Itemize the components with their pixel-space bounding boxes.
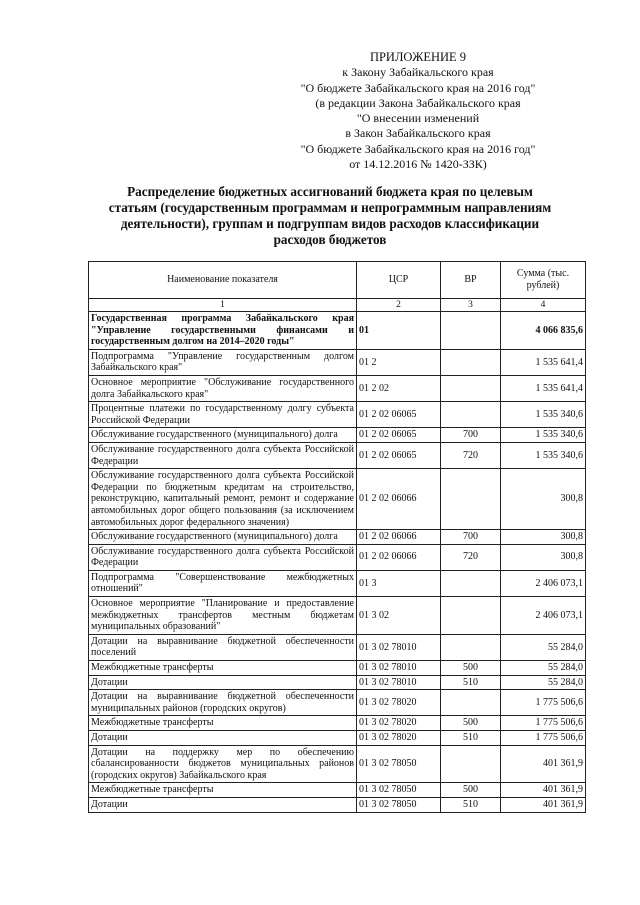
table-row: [89, 716, 586, 731]
row-csr: 01 2 02 06066: [357, 544, 441, 570]
row-name: Межбюджетные трансферты: [89, 783, 357, 798]
row-vr: [441, 570, 501, 596]
table-row: [89, 428, 586, 443]
row-name: Дотации: [89, 675, 357, 690]
table-row: [89, 661, 586, 676]
row-csr: 01 3 02 78020: [357, 731, 441, 746]
table-row: [89, 375, 586, 401]
row-sum: 1 775 506,6: [501, 716, 586, 731]
appendix-line: ПРИЛОЖЕНИЕ 9: [369, 50, 467, 64]
row-vr: 500: [441, 783, 501, 798]
row-name: Межбюджетные трансферты: [89, 716, 357, 731]
column-number: 3: [441, 299, 501, 312]
table-row: [89, 402, 586, 428]
header-sum: Сумма (тыс. рублей): [501, 262, 586, 299]
row-csr: 01 2 02 06065: [357, 428, 441, 443]
title-line: Распределение бюджетных ассигнований бюджета края по целевым: [127, 184, 533, 199]
row-name: Дотации на выравнивание бюджетной обеспеченности поселений: [89, 634, 357, 660]
row-name: Государственная программа Забайкальского края "Управление государственными финансами и государственным долгом на 2014–2020 годы": [89, 312, 357, 350]
table-row: [89, 783, 586, 798]
row-sum: 300,8: [501, 544, 586, 570]
table-row: [89, 544, 586, 570]
row-csr: 01 3: [357, 570, 441, 596]
header-vr: ВР: [441, 262, 501, 299]
appendix-line: "О бюджете Забайкальского края на 2016 год": [300, 141, 536, 156]
table-row: [89, 675, 586, 690]
row-sum: 300,8: [501, 530, 586, 545]
row-vr: [441, 634, 501, 660]
row-sum: 401 361,9: [501, 745, 586, 783]
table-row: [89, 745, 586, 783]
appendix-line: "О бюджете Забайкальского края на 2016 год": [300, 80, 536, 95]
table-row: [89, 597, 586, 635]
row-sum: 1 775 506,6: [501, 731, 586, 746]
row-csr: 01 3 02 78050: [357, 783, 441, 798]
table-row: [89, 349, 586, 375]
row-vr: 510: [441, 731, 501, 746]
row-name: Дотации: [89, 731, 357, 746]
row-vr: [441, 745, 501, 783]
appendix-line: от 14.12.2016 № 1420-ЗЗК): [349, 157, 487, 172]
header-csr: ЦСР: [357, 262, 441, 299]
column-number: 4: [501, 299, 586, 312]
row-vr: [441, 349, 501, 375]
row-sum: 55 284,0: [501, 675, 586, 690]
row-csr: 01 2 02 06066: [357, 469, 441, 530]
row-vr: 700: [441, 530, 501, 545]
row-name: Обслуживание государственного (муниципального) долга: [89, 530, 357, 545]
row-sum: 4 066 835,6: [501, 312, 586, 350]
row-name: Обслуживание государственного долга субъекта Российской Федерации по бюджетным кредитам на строительство, реконструкцию, капитальный ремонт, ремонт и содержание автомобильных дорог общего пользования (за исключением автомобильных дорог федерального значения): [89, 469, 357, 530]
table-header-row: [89, 262, 586, 299]
row-vr: [441, 375, 501, 401]
row-sum: 1 775 506,6: [501, 690, 586, 716]
table-row: [89, 469, 586, 530]
row-sum: 2 406 073,1: [501, 570, 586, 596]
row-vr: [441, 312, 501, 350]
row-sum: 2 406 073,1: [501, 597, 586, 635]
title-line: деятельности), группам и подгруппам видов расходов классификации: [120, 216, 540, 231]
appendix-line: (в редакции Закона Забайкальского края: [315, 95, 521, 110]
row-csr: 01 3 02: [357, 597, 441, 635]
row-vr: 510: [441, 797, 501, 812]
row-csr: 01 2 02 06066: [357, 530, 441, 545]
row-sum: 300,8: [501, 469, 586, 530]
row-csr: 01 2 02 06065: [357, 442, 441, 468]
row-csr: 01 3 02 78020: [357, 716, 441, 731]
row-sum: 401 361,9: [501, 797, 586, 812]
row-name: Обслуживание государственного долга субъекта Российской Федерации: [89, 544, 357, 570]
row-csr: 01: [357, 312, 441, 350]
title-line: статьям (государственным программам и непрограммным направлениям: [108, 200, 552, 215]
row-csr: 01 3 02 78010: [357, 675, 441, 690]
row-vr: [441, 597, 501, 635]
appendix-line: к Закону Забайкальского края: [342, 65, 494, 80]
row-name: Процентные платежи по государственному долгу субъекта Российской Федерации: [89, 402, 357, 428]
column-number-row: [89, 299, 586, 312]
row-sum: 1 535 641,4: [501, 375, 586, 401]
row-vr: [441, 690, 501, 716]
row-vr: [441, 402, 501, 428]
row-csr: 01 2 02: [357, 375, 441, 401]
row-sum: 1 535 340,6: [501, 402, 586, 428]
row-sum: 401 361,9: [501, 783, 586, 798]
row-sum: 1 535 641,4: [501, 349, 586, 375]
table-row: [89, 530, 586, 545]
row-name: Дотации: [89, 797, 357, 812]
appendix-line: в Закон Забайкальского края: [345, 126, 491, 141]
row-sum: 1 535 340,6: [501, 428, 586, 443]
appendix-line: "О внесении изменений: [356, 111, 480, 126]
row-csr: 01 3 02 78020: [357, 690, 441, 716]
row-vr: 700: [441, 428, 501, 443]
table-row: [89, 690, 586, 716]
table-row: [89, 634, 586, 660]
row-sum: 55 284,0: [501, 661, 586, 676]
row-csr: 01 2 02 06065: [357, 402, 441, 428]
row-csr: 01 3 02 78050: [357, 745, 441, 783]
table-row: [89, 442, 586, 468]
row-name: Дотации на поддержку мер по обеспечению сбалансированности бюджетов муниципальных районов (городских округов) Забайкальского края: [89, 745, 357, 783]
row-vr: 720: [441, 442, 501, 468]
table-row: [89, 797, 586, 812]
row-name: Подпрограмма "Управление государственным долгом Забайкальского края": [89, 349, 357, 375]
header-name: Наименование показателя: [89, 262, 357, 299]
table-row: [89, 731, 586, 746]
row-name: Подпрограмма "Совершенствование межбюджетных отношений": [89, 570, 357, 596]
appendix-header: [300, 50, 536, 172]
row-vr: 500: [441, 661, 501, 676]
document-title: [90, 184, 570, 248]
table-row: [89, 312, 586, 350]
table-row: [89, 570, 586, 596]
row-name: Дотации на выравнивание бюджетной обеспеченности муниципальных районов (городских округов): [89, 690, 357, 716]
budget-table: [88, 261, 586, 813]
row-name: Обслуживание государственного долга субъекта Российской Федерации: [89, 442, 357, 468]
row-vr: 500: [441, 716, 501, 731]
row-csr: 01 3 02 78010: [357, 634, 441, 660]
row-csr: 01 2: [357, 349, 441, 375]
row-csr: 01 3 02 78050: [357, 797, 441, 812]
row-vr: 510: [441, 675, 501, 690]
row-vr: 720: [441, 544, 501, 570]
table-body: [89, 312, 586, 813]
row-sum: 55 284,0: [501, 634, 586, 660]
row-name: Основное мероприятие "Обслуживание государственного долга Забайкальского края": [89, 375, 357, 401]
row-name: Основное мероприятие "Планирование и предоставление межбюджетных трансфертов местным бюджетам муниципальных образований": [89, 597, 357, 635]
row-vr: [441, 469, 501, 530]
row-sum: 1 535 340,6: [501, 442, 586, 468]
title-line: расходов бюджетов: [273, 232, 387, 247]
row-csr: 01 3 02 78010: [357, 661, 441, 676]
row-name: Обслуживание государственного (муниципального) долга: [89, 428, 357, 443]
column-number: 2: [357, 299, 441, 312]
column-number: 1: [89, 299, 357, 312]
row-name: Межбюджетные трансферты: [89, 661, 357, 676]
